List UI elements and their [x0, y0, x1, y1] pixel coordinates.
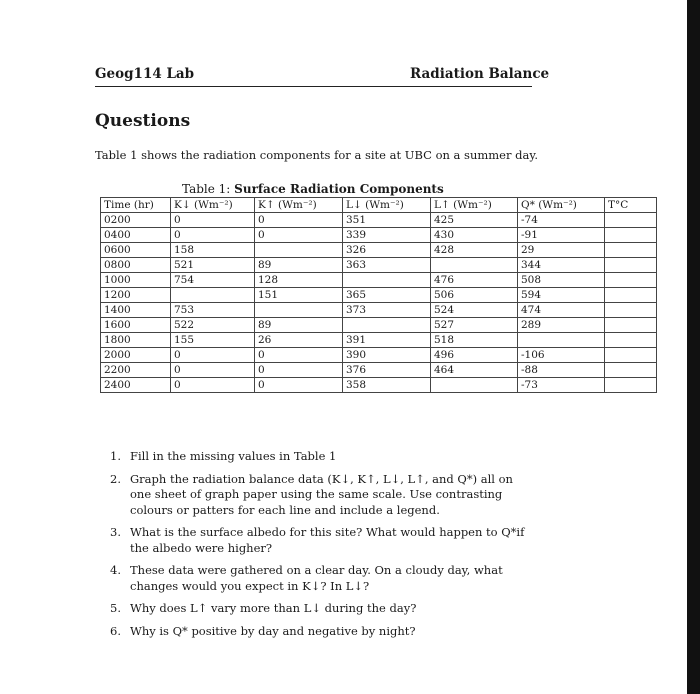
- table-cell: 363: [343, 258, 431, 273]
- table-cell: 0: [255, 213, 343, 228]
- table-cell: 508: [518, 273, 605, 288]
- question-item: [110, 624, 535, 640]
- question-item: [110, 449, 535, 465]
- table-cell: 474: [518, 303, 605, 318]
- table-cell: 0: [171, 363, 255, 378]
- table-cell: 496: [431, 348, 518, 363]
- table-cell: 0: [171, 378, 255, 393]
- table-row: [101, 303, 657, 318]
- table-cell: [605, 228, 657, 243]
- table-row: [101, 243, 657, 258]
- table-cell: [605, 213, 657, 228]
- table-cell: -106: [518, 348, 605, 363]
- table-cell: 89: [255, 258, 343, 273]
- column-header: Time (hr): [101, 198, 171, 213]
- questions-list: [110, 449, 535, 646]
- table-cell: [605, 258, 657, 273]
- table-cell: 425: [431, 213, 518, 228]
- table-cell: -91: [518, 228, 605, 243]
- table-row: [101, 318, 657, 333]
- table-cell: 0: [255, 348, 343, 363]
- table-cell: 428: [431, 243, 518, 258]
- table-cell: 527: [431, 318, 518, 333]
- table-cell: 0200: [101, 213, 171, 228]
- topic-header: Radiation Balance: [410, 66, 550, 82]
- table-cell: 128: [255, 273, 343, 288]
- table-cell: -74: [518, 213, 605, 228]
- table-cell: 151: [255, 288, 343, 303]
- question-item: [110, 563, 535, 594]
- table-cell: 0600: [101, 243, 171, 258]
- table-cell: 0: [171, 348, 255, 363]
- question-text: Fill in the missing values in Table 1: [130, 449, 337, 463]
- radiation-table: [100, 197, 657, 393]
- table-row: [101, 348, 657, 363]
- table-cell: 2000: [101, 348, 171, 363]
- table-row: [101, 273, 657, 288]
- question-text: What is the surface albedo for this site? What would happen to Q*if the albedo were higher?: [130, 525, 525, 555]
- table-cell: [605, 243, 657, 258]
- question-number: 3.: [110, 525, 121, 539]
- question-text: Why does L↑ vary more than L↓ during the day?: [130, 601, 417, 615]
- column-header: Q* (Wm⁻²): [518, 198, 605, 213]
- question-text: Why is Q* positive by day and negative by night?: [130, 623, 416, 638]
- table-cell: 390: [343, 348, 431, 363]
- table-cell: [255, 303, 343, 318]
- table-cell: 29: [518, 243, 605, 258]
- table-cell: 373: [343, 303, 431, 318]
- table-row: [101, 213, 657, 228]
- section-title: Questions: [95, 111, 191, 131]
- table-cell: [605, 318, 657, 333]
- question-number: 5.: [110, 601, 121, 615]
- table-cell: 0: [255, 228, 343, 243]
- table-cell: 155: [171, 333, 255, 348]
- table-cell: 518: [431, 333, 518, 348]
- question-item: [110, 525, 535, 556]
- table-cell: 1200: [101, 288, 171, 303]
- question-number: 4.: [110, 563, 121, 577]
- table-cell: [431, 378, 518, 393]
- table-cell: [255, 243, 343, 258]
- table-cell: 0: [171, 228, 255, 243]
- column-header: K↑ (Wm⁻²): [255, 198, 343, 213]
- table-cell: 0: [255, 363, 343, 378]
- question-number: 1.: [110, 449, 121, 463]
- table-cell: 522: [171, 318, 255, 333]
- table-cell: 430: [431, 228, 518, 243]
- intro-paragraph: Table 1 shows the radiation components for a site at UBC on a summer day.: [95, 148, 538, 162]
- table-cell: 1000: [101, 273, 171, 288]
- table-row: [101, 258, 657, 273]
- table-cell: [605, 303, 657, 318]
- table-cell: 1600: [101, 318, 171, 333]
- column-header: T°C: [605, 198, 657, 213]
- table-cell: 0800: [101, 258, 171, 273]
- table-cell: 594: [518, 288, 605, 303]
- table-header-row: [101, 198, 657, 213]
- table-cell: 158: [171, 243, 255, 258]
- table-cell: 351: [343, 213, 431, 228]
- table-cell: [343, 273, 431, 288]
- table-cell: 0: [255, 378, 343, 393]
- table-cell: [605, 333, 657, 348]
- header-rule: [95, 86, 532, 87]
- table-cell: 524: [431, 303, 518, 318]
- column-header: L↓ (Wm⁻²): [343, 198, 431, 213]
- table-cell: [605, 288, 657, 303]
- column-header: L↑ (Wm⁻²): [431, 198, 518, 213]
- question-text: Graph the radiation balance data (K↓, K↑, L↓, L↑, and Q*) all on one sheet of graph paper using the same scale. Use contrasting colours or patters for each line and include a legend.: [130, 471, 513, 517]
- table-cell: [431, 258, 518, 273]
- table-cell: 0400: [101, 228, 171, 243]
- column-header: K↓ (Wm⁻²): [171, 198, 255, 213]
- table-cell: 376: [343, 363, 431, 378]
- table-cell: 2400: [101, 378, 171, 393]
- table-cell: 0: [171, 213, 255, 228]
- table-cell: 521: [171, 258, 255, 273]
- table-cell: 506: [431, 288, 518, 303]
- table-row: [101, 228, 657, 243]
- table-cell: 358: [343, 378, 431, 393]
- table-cell: 464: [431, 363, 518, 378]
- table-cell: 476: [431, 273, 518, 288]
- table-cell: [171, 288, 255, 303]
- table-cell: 89: [255, 318, 343, 333]
- question-number: 2.: [110, 471, 121, 486]
- table-cell: -88: [518, 363, 605, 378]
- question-text: These data were gathered on a clear day. On a cloudy day, what changes would you expect in K↓? In L↓?: [130, 563, 503, 593]
- table-cell: 344: [518, 258, 605, 273]
- table-cell: 365: [343, 288, 431, 303]
- table-cell: 754: [171, 273, 255, 288]
- table-caption-label: Table 1:: [182, 182, 231, 196]
- question-number: 6.: [110, 623, 121, 638]
- question-item: [110, 601, 535, 617]
- table-cell: [605, 363, 657, 378]
- table-row: [101, 363, 657, 378]
- table-cell: 391: [343, 333, 431, 348]
- table-cell: 1800: [101, 333, 171, 348]
- table-cell: -73: [518, 378, 605, 393]
- table-cell: 339: [343, 228, 431, 243]
- table-cell: 326: [343, 243, 431, 258]
- course-header: Geog114 Lab: [95, 66, 195, 82]
- table-cell: [605, 273, 657, 288]
- table-cell: [343, 318, 431, 333]
- table-cell: 2200: [101, 363, 171, 378]
- table-row: [101, 378, 657, 393]
- table-cell: [605, 378, 657, 393]
- table-caption-title: Surface Radiation Components: [234, 182, 444, 196]
- table-cell: 26: [255, 333, 343, 348]
- table-row: [101, 288, 657, 303]
- table-caption: [182, 182, 444, 196]
- table-row: [101, 333, 657, 348]
- page-edge-shadow: [687, 0, 700, 694]
- table-cell: 289: [518, 318, 605, 333]
- table-cell: 753: [171, 303, 255, 318]
- table-cell: 1400: [101, 303, 171, 318]
- table-cell: [518, 333, 605, 348]
- question-item: [110, 472, 535, 519]
- table-cell: [605, 348, 657, 363]
